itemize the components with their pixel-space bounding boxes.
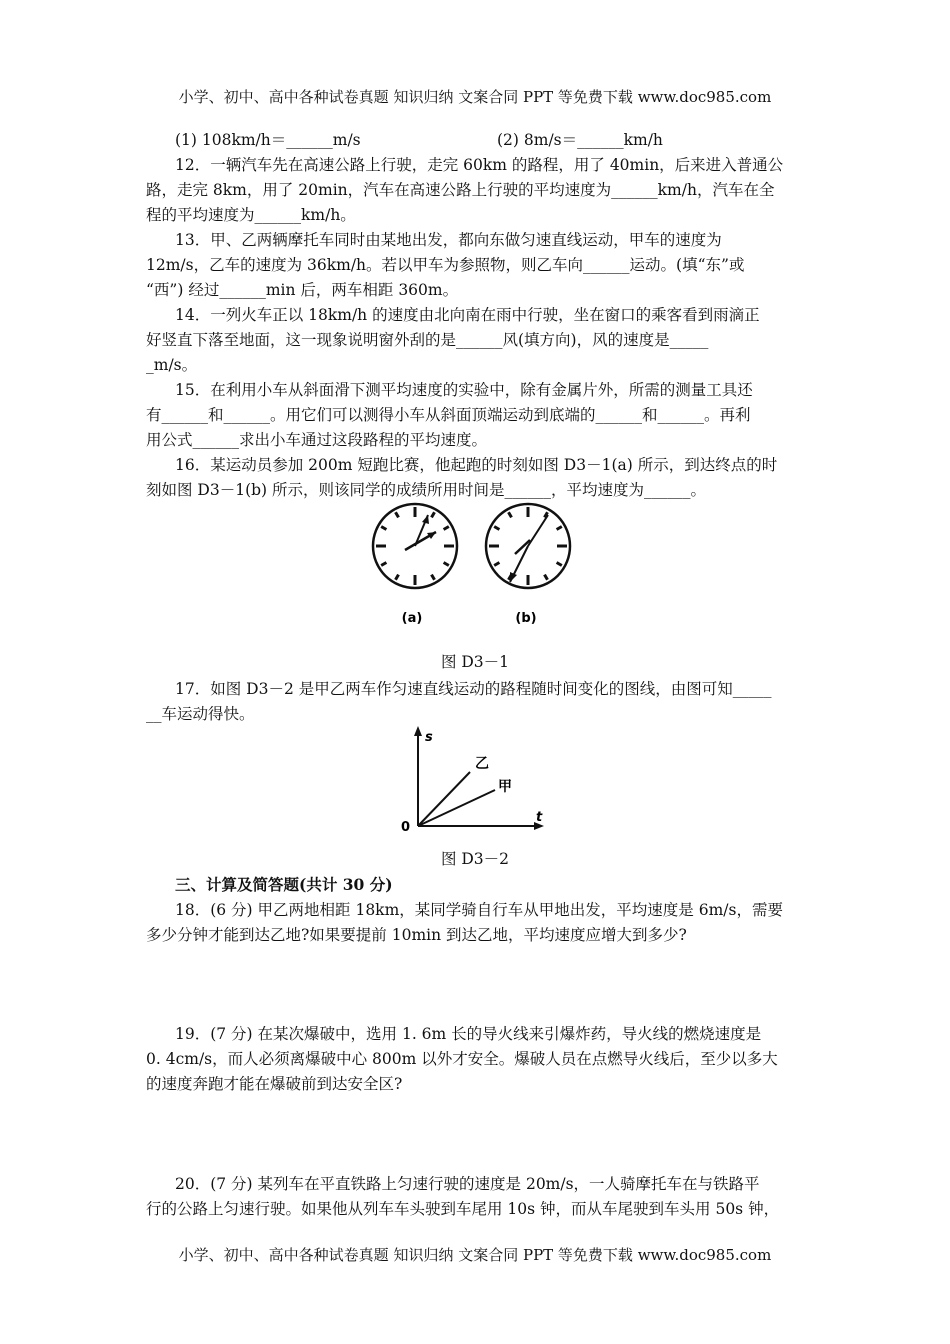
q14-line-2: 好竖直下落至地面，这一现象说明窗外刮的是______风(填方向)，风的速度是_____ bbox=[146, 331, 709, 349]
q16-line-2: 刻如图 D3－1(b) 所示，则该同学的成绩所用时间是______，平均速度为______。 bbox=[146, 481, 707, 499]
q15-line-2: 有______和______。用它们可以测得小车从斜面顶端运动到底端的______和______。再利 bbox=[146, 406, 751, 424]
clock-b bbox=[486, 504, 570, 588]
figure-d3-1-caption: 图 D3－1 bbox=[440, 653, 510, 671]
q15-line-3: 用公式______求出小车通过这段路程的平均速度。 bbox=[146, 431, 488, 449]
q12-line-3: 程的平均速度为______km/h。 bbox=[146, 206, 356, 224]
q18-line-2: 多少分钟才能到达乙地?如果要提前 10min 到达乙地，平均速度应增大到多少? bbox=[146, 926, 687, 944]
q19-line-2: 0. 4cm/s，而人必须离爆破中心 800m 以外才安全。爆破人员在点燃导火线后，至少以多大 bbox=[146, 1050, 778, 1068]
q20-line-1: 20．(7 分) 某列车在平直铁路上匀速行驶的速度是 20m/s，一人骑摩托车在与铁路平 bbox=[175, 1175, 760, 1193]
q19-line-1: 19．(7 分) 在某次爆破中，选用 1. 6m 长的导火线来引爆炸药，导火线的燃烧速度是 bbox=[175, 1025, 762, 1043]
q19-line-3: 的速度奔跑才能在爆破前到达安全区? bbox=[146, 1075, 403, 1093]
origin-label: 0 bbox=[401, 820, 411, 835]
q20-line-2: 行的公路上匀速行驶。如果他从列车车头驶到车尾用 10s 钟，而从车尾驶到车头用 50s 钟， bbox=[146, 1200, 780, 1218]
question-11 bbox=[175, 128, 806, 150]
line-yi bbox=[418, 772, 470, 826]
figure-d3-2 bbox=[392, 722, 557, 837]
label-jia: 甲 bbox=[498, 779, 512, 795]
figure-d3-1 bbox=[360, 500, 590, 630]
clock-a-label: (a) bbox=[401, 611, 423, 626]
q13-line-1: 13．甲、乙两辆摩托车同时由某地出发，都向东做匀速直线运动，甲车的速度为 bbox=[175, 231, 722, 249]
clock-a bbox=[373, 504, 457, 588]
clock-b-label: (b) bbox=[515, 611, 537, 626]
q13-line-2: 12m/s，乙车的速度为 36km/h。若以甲车为参照物，则乙车向______运动。(填“东”或 bbox=[146, 256, 745, 274]
q18-line-1: 18．(6 分) 甲乙两地相距 18km，某同学骑自行车从甲地出发，平均速度是 6m/s，需要 bbox=[175, 901, 783, 919]
q11-part1: (1) 108km/h＝______m/s bbox=[175, 131, 361, 149]
q17-line-1: 17．如图 D3－2 是甲乙两车作匀速直线运动的路程随时间变化的图线，由图可知_____ bbox=[175, 680, 772, 698]
q15-line-1: 15．在利用小车从斜面滑下测平均速度的实验中，除有金属片外，所需的测量工具还 bbox=[175, 381, 753, 399]
page-header: 小学、初中、高中各种试卷真题 知识归纳 文案合同 PPT 等免费下载 www.doc985.com bbox=[178, 88, 772, 106]
axis-s-label: s bbox=[425, 730, 433, 745]
q13-line-3: “西”) 经过______min 后，两车相距 360m。 bbox=[146, 281, 459, 299]
page-footer: 小学、初中、高中各种试卷真题 知识归纳 文案合同 PPT 等免费下载 www.doc985.com bbox=[178, 1246, 772, 1264]
axis-t-label: t bbox=[536, 810, 543, 825]
figure-d3-2-caption: 图 D3－2 bbox=[440, 850, 510, 868]
q12-line-1: 12．一辆汽车先在高速公路上行驶，走完 60km 的路程，用了 40min，后来进入普通公 bbox=[175, 156, 784, 174]
q14-line-3: _m/s。 bbox=[146, 356, 198, 374]
q17-line-2: __车运动得快。 bbox=[146, 705, 255, 723]
section-3-heading: 三、计算及简答题(共计 30 分) bbox=[175, 875, 393, 894]
q11-part2: (2) 8m/s＝______km/h bbox=[497, 131, 663, 149]
q16-line-1: 16．某运动员参加 200m 短跑比赛，他起跑的时刻如图 D3－1(a) 所示，到达终点的时 bbox=[175, 456, 778, 474]
line-jia bbox=[418, 790, 495, 826]
q12-line-2: 路，走完 8km，用了 20min，汽车在高速公路上行驶的平均速度为______km/h，汽车在全 bbox=[146, 181, 775, 199]
label-yi: 乙 bbox=[475, 756, 489, 772]
q14-line-1: 14．一列火车正以 18km/h 的速度由北向南在雨中行驶，坐在窗口的乘客看到雨滴正 bbox=[175, 306, 760, 324]
